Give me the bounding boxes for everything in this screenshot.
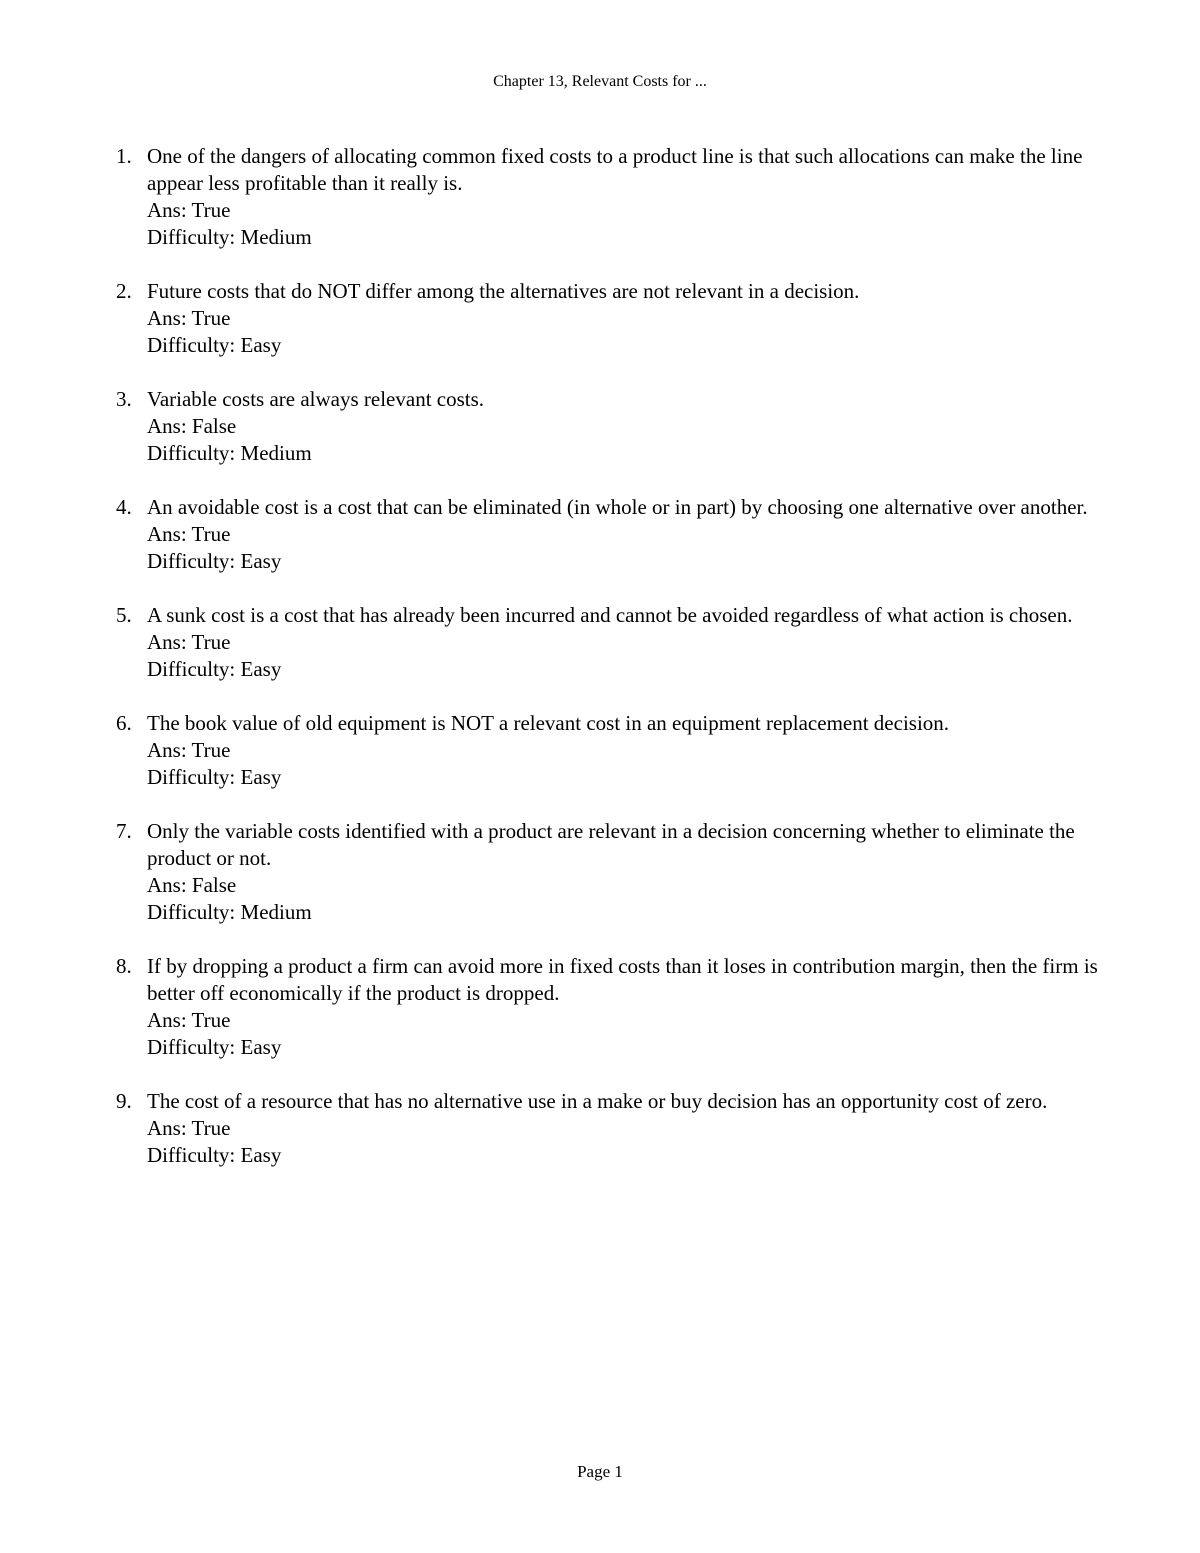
question-text: An avoidable cost is a cost that can be eliminated (in whole or in part) by choosing one alternative over another. xyxy=(147,495,1088,519)
question-number: 5. xyxy=(116,603,132,627)
question-item-4 xyxy=(0,494,1200,575)
question-item-7 xyxy=(0,818,1200,926)
question-number: 8. xyxy=(116,954,132,978)
question-text: A sunk cost is a cost that has already been incurred and cannot be avoided regardless of what action is chosen. xyxy=(147,603,1073,627)
question-difficulty: Difficulty: Easy xyxy=(147,549,282,573)
question-answer: Ans: False xyxy=(147,414,237,438)
question-list xyxy=(0,143,1200,1196)
question-text: If by dropping a product a firm can avoid more in fixed costs than it loses in contribution margin, then the firm is better off economically if the product is dropped. xyxy=(147,954,1098,1005)
question-difficulty: Difficulty: Medium xyxy=(147,441,312,465)
question-answer: Ans: True xyxy=(147,1008,231,1032)
question-number: 4. xyxy=(116,495,132,519)
question-difficulty: Difficulty: Easy xyxy=(147,657,282,681)
question-answer: Ans: True xyxy=(147,198,231,222)
question-difficulty: Difficulty: Medium xyxy=(147,225,312,249)
question-number: 7. xyxy=(116,819,132,843)
question-difficulty: Difficulty: Easy xyxy=(147,765,282,789)
question-text: Only the variable costs identified with a product are relevant in a decision concerning whether to eliminate the product or not. xyxy=(147,819,1075,870)
question-item-1 xyxy=(0,143,1200,251)
question-number: 1. xyxy=(116,144,132,168)
question-difficulty: Difficulty: Easy xyxy=(147,333,282,357)
question-answer: Ans: True xyxy=(147,522,231,546)
question-answer: Ans: True xyxy=(147,738,231,762)
question-item-9 xyxy=(0,1088,1200,1169)
question-difficulty: Difficulty: Easy xyxy=(147,1143,282,1167)
page-header: Chapter 13, Relevant Costs for ... xyxy=(493,73,707,90)
question-text: Variable costs are always relevant costs. xyxy=(147,387,485,411)
question-number: 9. xyxy=(116,1089,132,1113)
question-item-6 xyxy=(0,710,1200,791)
question-text: The book value of old equipment is NOT a relevant cost in an equipment replacement decision. xyxy=(147,711,950,735)
question-difficulty: Difficulty: Easy xyxy=(147,1035,282,1059)
question-item-8 xyxy=(0,953,1200,1061)
question-answer: Ans: True xyxy=(147,1116,231,1140)
question-item-3 xyxy=(0,386,1200,467)
question-answer: Ans: True xyxy=(147,630,231,654)
question-number: 6. xyxy=(116,711,132,735)
question-text: One of the dangers of allocating common fixed costs to a product line is that such allocations can make the line appear less profitable than it really is. xyxy=(147,144,1083,195)
question-difficulty: Difficulty: Medium xyxy=(147,900,312,924)
question-item-2 xyxy=(0,278,1200,359)
question-text: Future costs that do NOT differ among the alternatives are not relevant in a decision. xyxy=(147,279,860,303)
question-text: The cost of a resource that has no alternative use in a make or buy decision has an opportunity cost of zero. xyxy=(147,1089,1048,1113)
page-footer: Page 1 xyxy=(577,1462,623,1481)
question-number: 2. xyxy=(116,279,132,303)
question-answer: Ans: True xyxy=(147,306,231,330)
question-answer: Ans: False xyxy=(147,873,237,897)
question-number: 3. xyxy=(116,387,132,411)
question-item-5 xyxy=(0,602,1200,683)
